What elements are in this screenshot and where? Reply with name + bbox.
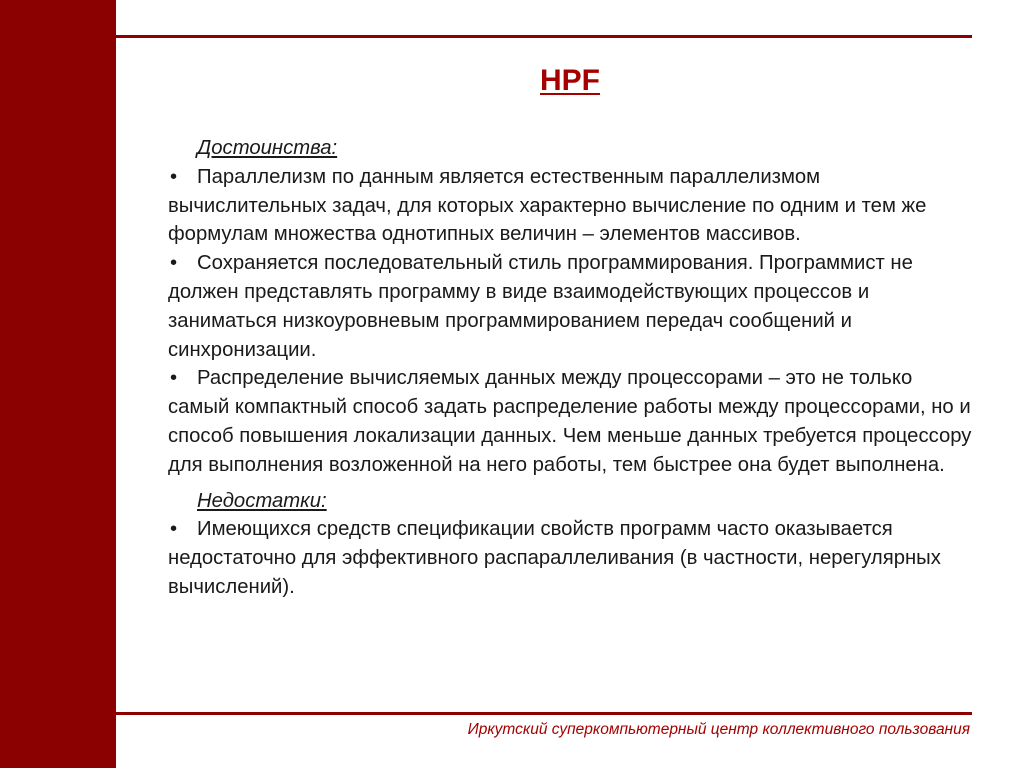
advantage-item bbox=[168, 249, 978, 364]
advantage-item-text: Распределение вычисляемых данных между процессорами – это не только самый компактный способ задать распределение работы между процессорами, но и способ повышения локализации данных. Чем меньше данных требуется процессору для выполнения возложенной на него работы, тем быстрее она будет выполнена. bbox=[168, 367, 972, 476]
bullet-icon: • bbox=[170, 252, 178, 275]
advantage-item bbox=[168, 364, 978, 479]
disadvantage-item-text: Имеющихся средств спецификации свойств программ часто оказывается недостаточно для эффективного распараллеливания (в частности, нерегулярных вычислений). bbox=[168, 518, 941, 598]
footer-organization: Иркутский суперкомпьютерный центр коллективного пользования bbox=[467, 721, 970, 738]
slide-body bbox=[168, 134, 978, 602]
advantage-item-text: Сохраняется последовательный стиль программирования. Программист не должен представлять программу в виде взаимодействующих процессов и заниматься низкоуровневым программированием передач сообщений и синхронизации. bbox=[168, 252, 913, 361]
disadvantages-heading: Недостатки: bbox=[197, 489, 327, 512]
advantage-item-text: Параллелизм по данным является естественным параллелизмом вычислительных задач, для которых характерно вычисление по одним и тем же формулам множества однотипных величин – элементов массивов. bbox=[168, 165, 927, 246]
disadvantage-item bbox=[168, 515, 978, 601]
bullet-icon: • bbox=[170, 518, 178, 541]
top-divider bbox=[52, 35, 972, 38]
left-accent-bar bbox=[0, 0, 116, 768]
bullet-icon: • bbox=[170, 367, 178, 390]
bottom-divider bbox=[52, 712, 972, 715]
bullet-icon: • bbox=[170, 165, 178, 188]
advantage-item bbox=[168, 163, 978, 249]
advantages-heading: Достоинства: bbox=[197, 137, 338, 159]
slide-title: HPF bbox=[540, 64, 600, 97]
